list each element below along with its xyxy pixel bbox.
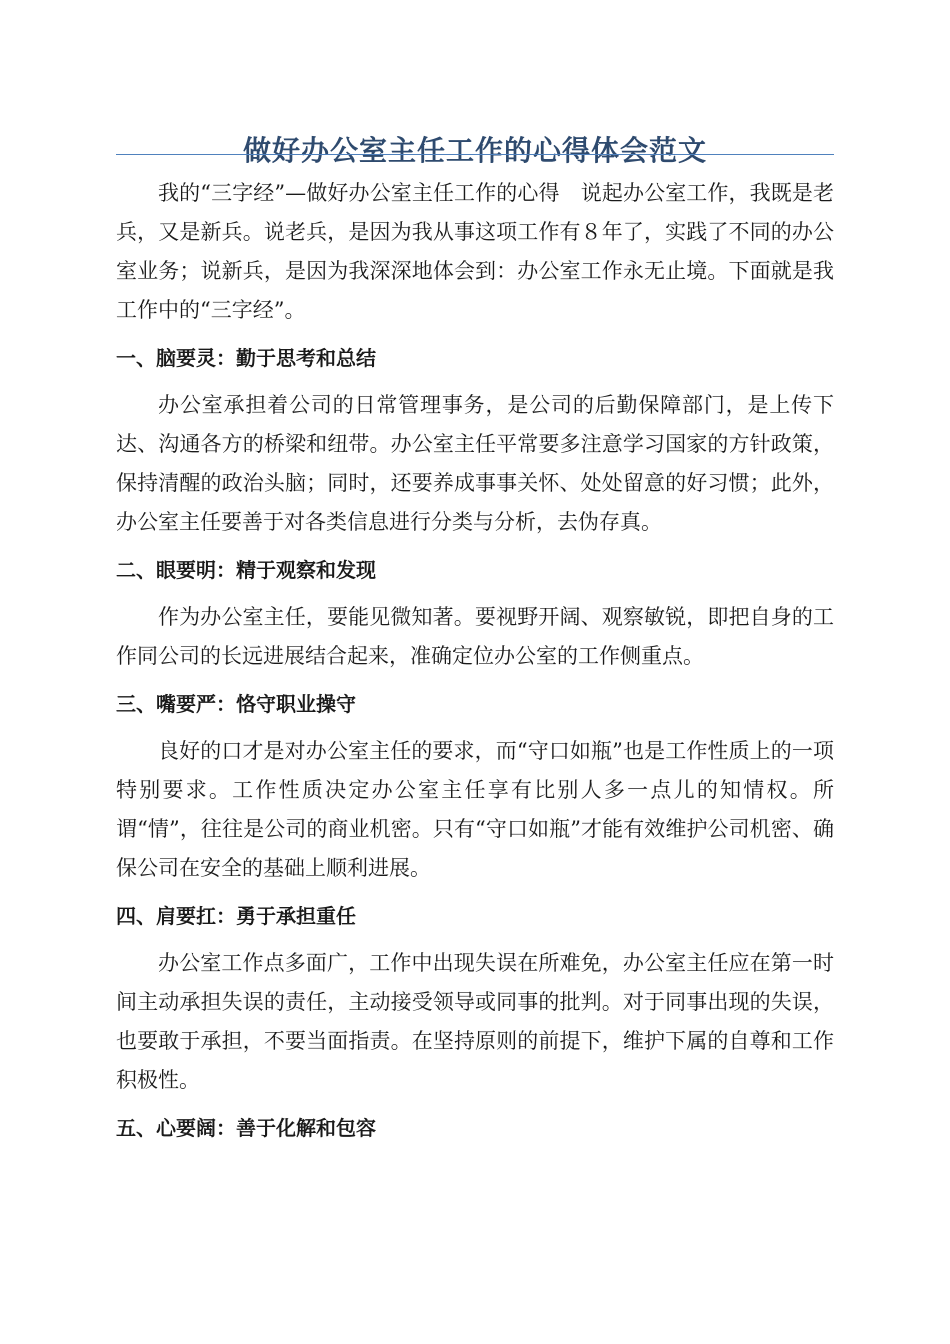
section-4-heading: 四、肩要扛：勇于承担重任 [116, 904, 356, 928]
title-underline [116, 154, 834, 155]
section-3-heading: 三、嘴要严：恪守职业操守 [116, 692, 356, 716]
section-4-paragraph: 办公室工作点多面广，工作中出现失误在所难免，办公室主任应在第一时间主动承担失误的责任，主动接受领导或同事的批判。对于同事出现的失误，也要敢于承担，不要当面指责。在坚持原则的前提下，维护下属的自尊和工作积极性。 [116, 951, 834, 1092]
section-5-heading: 五、心要阔：善于化解和包容 [116, 1116, 376, 1140]
document-title: 做好办公室主任工作的心得体会范文 [242, 133, 707, 167]
section-2-heading: 二、眼要明：精于观察和发现 [116, 558, 376, 582]
intro-paragraph: 我的“三字经”—做好办公室主任工作的心得 说起办公室工作，我既是老兵，又是新兵。说老兵，是因为我从事这项工作有８年了，实践了不同的办公室业务；说新兵，是因为我深深地体会到：办公室工作永无止境。下面就是我工作中的“三字经”。 [116, 181, 834, 322]
section-2-paragraph: 作为办公室主任，要能见微知著。要视野开阔、观察敏锐，即把自身的工作同公司的长远进展结合起来，准确定位办公室的工作侧重点。 [116, 605, 834, 668]
section-3-paragraph: 良好的口才是对办公室主任的要求，而“守口如瓶”也是工作性质上的一项特别要求。工作性质决定办公室主任享有比别人多一点儿的知情权。所谓“情”，往往是公司的商业机密。只有“守口如瓶”才能有效维护公司机密、确保公司在安全的基础上顺利进展。 [116, 739, 834, 880]
section-1-heading: 一、脑要灵：勤于思考和总结 [116, 346, 376, 370]
document-body [116, 174, 834, 1156]
section-1-paragraph: 办公室承担着公司的日常管理事务，是公司的后勤保障部门，是上传下达、沟通各方的桥梁和纽带。办公室主任平常要多注意学习国家的方针政策，保持清醒的政治头脑；同时，还要养成事事关怀、处处留意的好习惯；此外，办公室主任要善于对各类信息进行分类与分析，去伪存真。 [116, 393, 834, 534]
